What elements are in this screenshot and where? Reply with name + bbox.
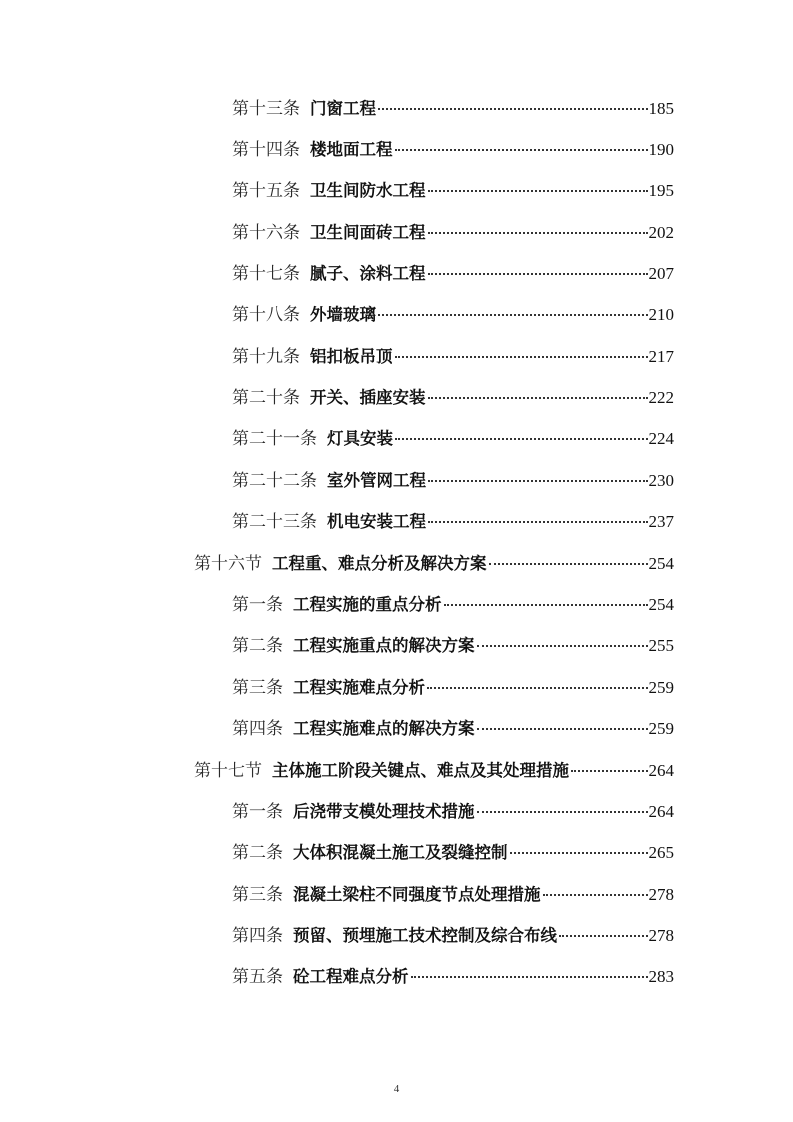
toc-entry-article-21[interactable] (232, 426, 674, 452)
toc-entry-page: 264 (648, 761, 674, 780)
toc-entry-title: 开关、插座安装 (310, 388, 426, 407)
toc-entry-title: 腻子、涂料工程 (310, 264, 426, 283)
toc-entry-title: 铝扣板吊顶 (310, 347, 393, 366)
toc-entry-number: 第十三条 (232, 99, 300, 119)
toc-entry-number: 第十七条 (232, 264, 300, 284)
dot-leader (395, 149, 648, 151)
toc-entry-title: 大体积混凝土施工及裂缝控制 (293, 843, 508, 862)
toc-entry-title: 预留、预埋施工技术控制及综合布线 (293, 926, 557, 945)
toc-entry-page: 237 (648, 512, 674, 531)
toc-entry-page: 264 (648, 802, 674, 821)
toc-entry-number: 第四条 (232, 719, 283, 739)
dot-leader (444, 604, 648, 606)
toc-entry-article-14[interactable] (232, 137, 674, 163)
toc-entry-title: 灯具安装 (327, 429, 393, 448)
dot-leader (571, 770, 648, 772)
toc-entry-title: 工程实施难点分析 (293, 678, 425, 697)
toc-entry-title: 砼工程难点分析 (293, 967, 409, 986)
toc-entry-number: 第十八条 (232, 305, 300, 325)
toc-entry-title: 后浇带支模处理技术措施 (293, 802, 475, 821)
toc-entry-article-4[interactable] (232, 716, 674, 742)
toc-entry-page: 217 (648, 347, 674, 366)
toc-entry-page: 202 (648, 223, 674, 242)
toc-entry-page: 255 (648, 636, 674, 655)
toc-entry-page: 254 (648, 595, 674, 614)
toc-entry-number: 第二十条 (232, 388, 300, 408)
toc-entry-number: 第十九条 (232, 347, 300, 367)
toc-entry-title: 卫生间面砖工程 (310, 223, 426, 242)
toc-entry-article-1-b[interactable] (232, 799, 674, 825)
toc-entry-page: 224 (648, 429, 674, 448)
toc-entry-title: 机电安装工程 (327, 512, 426, 531)
toc-entry-article-22[interactable] (232, 468, 674, 494)
toc-entry-number: 第四条 (232, 926, 283, 946)
dot-leader (427, 687, 648, 689)
toc-entry-title: 混凝土梁柱不同强度节点处理措施 (293, 885, 541, 904)
toc-entry-number: 第一条 (232, 802, 283, 822)
toc-entry-article-1[interactable] (232, 592, 674, 618)
toc-entry-article-19[interactable] (232, 344, 674, 370)
toc-entry-page: 190 (648, 140, 674, 159)
toc-entry-title: 外墙玻璃 (310, 305, 376, 324)
toc-entry-title: 工程实施重点的解决方案 (293, 636, 475, 655)
dot-leader (477, 811, 648, 813)
toc-entry-title: 工程实施的重点分析 (293, 595, 442, 614)
toc-entry-article-2[interactable] (232, 633, 674, 659)
dot-leader (395, 438, 648, 440)
toc-entry-article-3-b[interactable] (232, 882, 674, 908)
toc-entry-article-17[interactable] (232, 261, 674, 287)
dot-leader (428, 273, 648, 275)
toc-entry-number: 第二条 (232, 843, 283, 863)
toc-entry-article-5[interactable] (232, 964, 674, 990)
toc-entry-article-3[interactable] (232, 675, 674, 701)
toc-entry-title: 门窗工程 (310, 99, 376, 118)
toc-entry-number: 第十七节 (194, 761, 262, 781)
toc-entry-title: 卫生间防水工程 (310, 181, 426, 200)
toc-entry-page: 278 (648, 885, 674, 904)
dot-leader (559, 935, 648, 937)
toc-entry-title: 主体施工阶段关键点、难点及其处理措施 (272, 761, 569, 780)
dot-leader (477, 728, 648, 730)
toc-entry-page: 230 (648, 471, 674, 490)
toc-entry-number: 第二条 (232, 636, 283, 656)
toc-entry-page: 207 (648, 264, 674, 283)
toc-entry-page: 259 (648, 719, 674, 738)
toc-entry-number: 第二十二条 (232, 471, 317, 491)
toc-entry-title: 工程重、难点分析及解决方案 (272, 554, 487, 573)
page-number: 4 (393, 1083, 400, 1095)
toc-entry-section-16[interactable] (194, 551, 674, 577)
toc-entry-article-2-b[interactable] (232, 840, 674, 866)
toc-entry-page: 259 (648, 678, 674, 697)
toc-entry-article-23[interactable] (232, 509, 674, 535)
toc-entry-page: 222 (648, 388, 674, 407)
dot-leader (489, 563, 648, 565)
toc-entry-number: 第三条 (232, 678, 283, 698)
toc-entry-number: 第十六节 (194, 554, 262, 574)
dot-leader (510, 852, 648, 854)
dot-leader (378, 108, 648, 110)
toc-entry-article-18[interactable] (232, 302, 674, 328)
dot-leader (477, 645, 648, 647)
dot-leader (378, 314, 648, 316)
toc-entry-page: 278 (648, 926, 674, 945)
toc-entry-number: 第五条 (232, 967, 283, 987)
toc-entry-page: 265 (648, 843, 674, 862)
toc-entry-section-17[interactable] (194, 758, 674, 784)
toc-entry-number: 第十六条 (232, 223, 300, 243)
dot-leader (428, 521, 648, 523)
toc-entry-article-4-b[interactable] (232, 923, 674, 949)
toc-entry-number: 第一条 (232, 595, 283, 615)
toc-entry-number: 第十五条 (232, 181, 300, 201)
toc-entry-number: 第十四条 (232, 140, 300, 160)
dot-leader (428, 480, 648, 482)
toc-entry-article-20[interactable] (232, 385, 674, 411)
toc-entry-title: 工程实施难点的解决方案 (293, 719, 475, 738)
toc-entry-article-13[interactable] (232, 96, 674, 122)
toc-entry-page: 283 (648, 967, 674, 986)
dot-leader (543, 894, 648, 896)
toc-entry-article-16[interactable] (232, 220, 674, 246)
dot-leader (395, 356, 648, 358)
toc-entry-page: 210 (648, 305, 674, 324)
toc-entry-title: 楼地面工程 (310, 140, 393, 159)
toc-entry-number: 第二十一条 (232, 429, 317, 449)
toc-entry-number: 第二十三条 (232, 512, 317, 532)
dot-leader (428, 190, 648, 192)
toc-entry-page: 195 (648, 181, 674, 200)
dot-leader (428, 232, 648, 234)
toc-entry-title: 室外管网工程 (327, 471, 426, 490)
dot-leader (411, 976, 648, 978)
toc-entry-article-15[interactable] (232, 178, 674, 204)
toc-entry-page: 185 (648, 99, 674, 118)
toc-entry-page: 254 (648, 554, 674, 573)
dot-leader (428, 397, 648, 399)
toc-entry-number: 第三条 (232, 885, 283, 905)
